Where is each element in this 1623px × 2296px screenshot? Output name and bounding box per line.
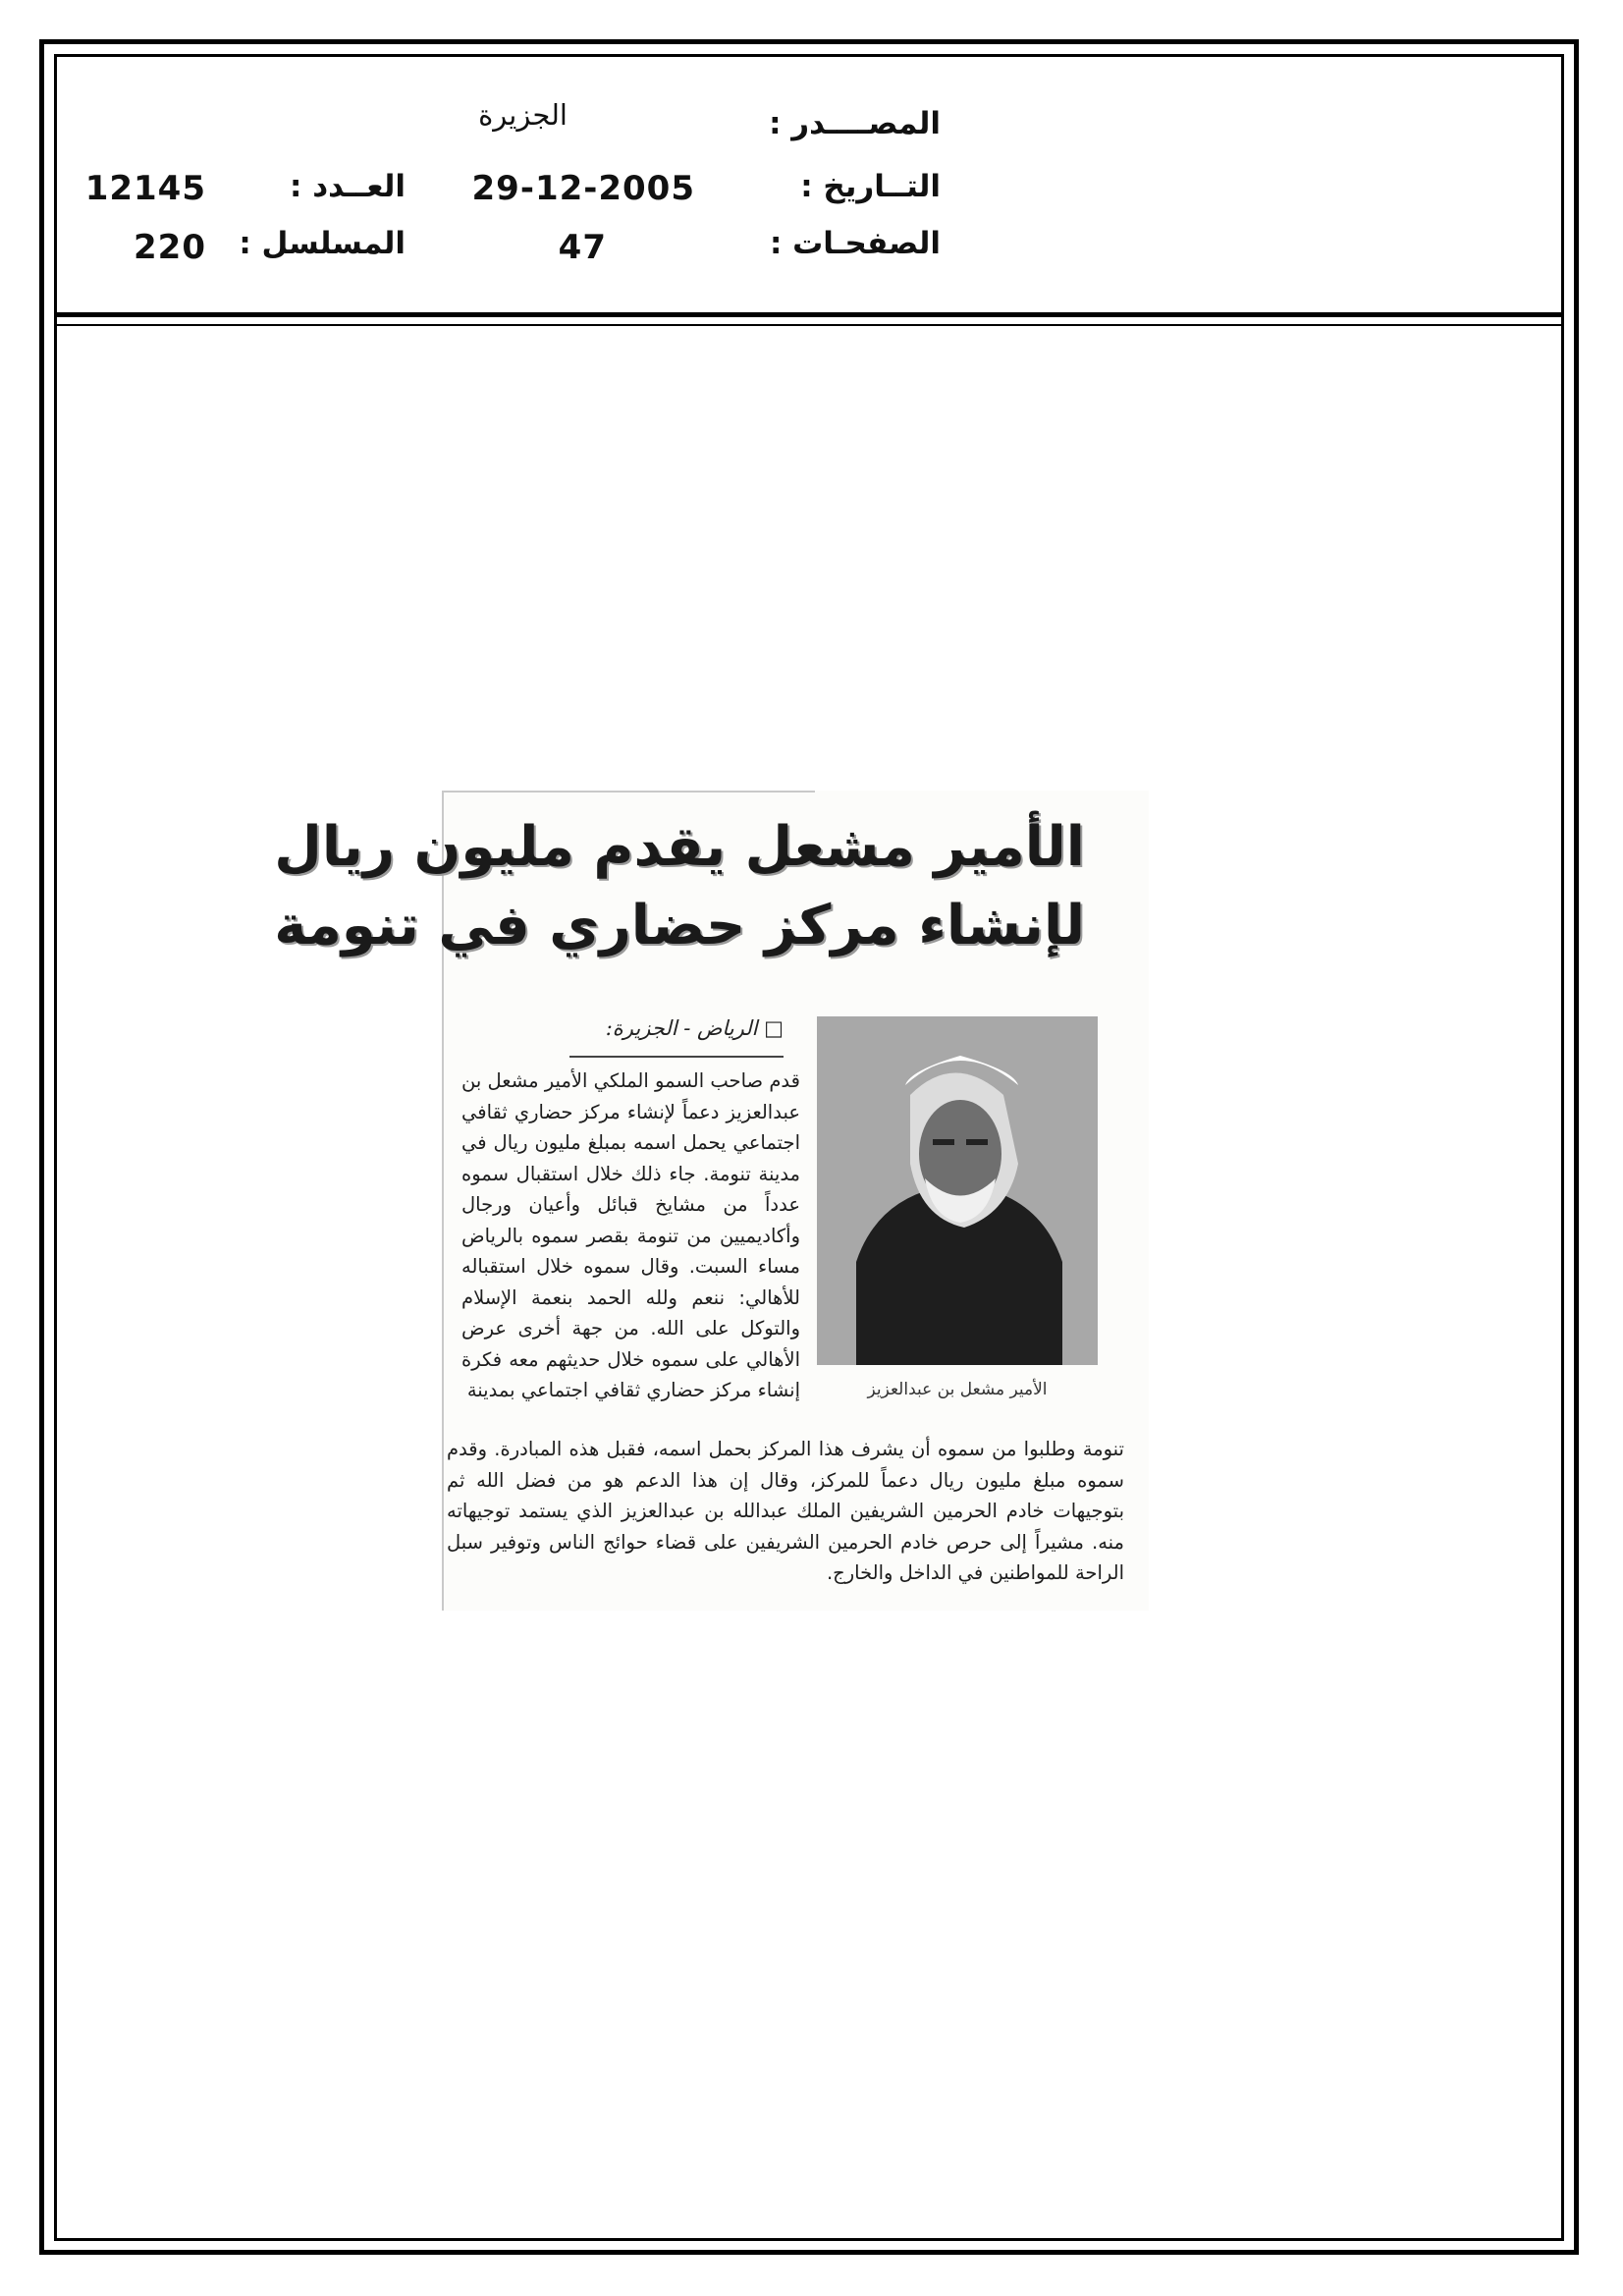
header-divider-thick bbox=[54, 312, 1564, 317]
news-clipping bbox=[274, 791, 1149, 1611]
source-value: الجزيرة bbox=[478, 98, 568, 132]
date-label: التــاريخ : bbox=[800, 169, 941, 204]
headline-line-1: الأمير مشعل يقدم مليون ريال bbox=[274, 815, 1085, 879]
issue-value: 12145 bbox=[84, 169, 206, 208]
header-divider-thin bbox=[54, 324, 1564, 326]
serial-value: 220 bbox=[134, 228, 206, 267]
article-dateline: □ الرياض - الجزيرة: bbox=[605, 1016, 784, 1040]
article-body-continued: تنومة وطلبوا من سموه أن يشرف هذا المركز بحمل اسمه، فقبل هذه المبادرة. وقدم سموه مبلغ مليون ريال دعماً للمركز، وقال إن هذا الدعم هو من فضل الله ثم بتوجيهات خادم الحرمين الشريفين الملك عبدالله بن عبدالعزيز الذي يستمد توجيهاته منه. مشيراً إلى حرص خادم الحرمين الشريفين على قضاء حوائج الناس وتوفير سبل الراحة للمواطنين في الداخل والخارج. bbox=[447, 1438, 1124, 1584]
headline-line-2: لإنشاء مركز حضاري في تنومة bbox=[274, 894, 1085, 957]
date-value: 29-12-2005 bbox=[471, 169, 695, 208]
dateline-underline bbox=[569, 1056, 784, 1058]
serial-label: المسلسل : bbox=[239, 226, 406, 261]
clipping-edge-top bbox=[442, 791, 815, 793]
pages-label: الصفحـات : bbox=[769, 226, 941, 261]
portrait-photo bbox=[817, 1016, 1098, 1365]
source-label: المصــــدر : bbox=[769, 106, 941, 141]
photo-caption: الأمير مشعل بن عبدالعزيز bbox=[867, 1380, 1048, 1399]
article-body-column: قدم صاحب السمو الملكي الأمير مشعل بن عبدالعزيز دعماً لإنشاء مركز حضاري ثقافي اجتماعي يحمل اسمه بمبلغ مليون ريال في مدينة تنومة. جاء ذلك خلال استقبال سموه عدداً من مشايخ قبائل وأعيان ورجال وأكاديميين من تنومة بقصر سموه بالرياض مساء السبت. وقال سموه خلال استقباله للأهالي: ننعم ولله الحمد بنعمة الإسلام والتوكل على الله. من جهة أخرى عرض الأهالي على سموه خلال حديثهم معه فكرة إنشاء مركز حضاري ثقافي اجتماعي بمدينة bbox=[461, 1069, 800, 1401]
issue-label: العــدد : bbox=[290, 169, 406, 204]
pages-value: 47 bbox=[558, 228, 607, 267]
portrait-illustration bbox=[817, 1016, 1098, 1365]
